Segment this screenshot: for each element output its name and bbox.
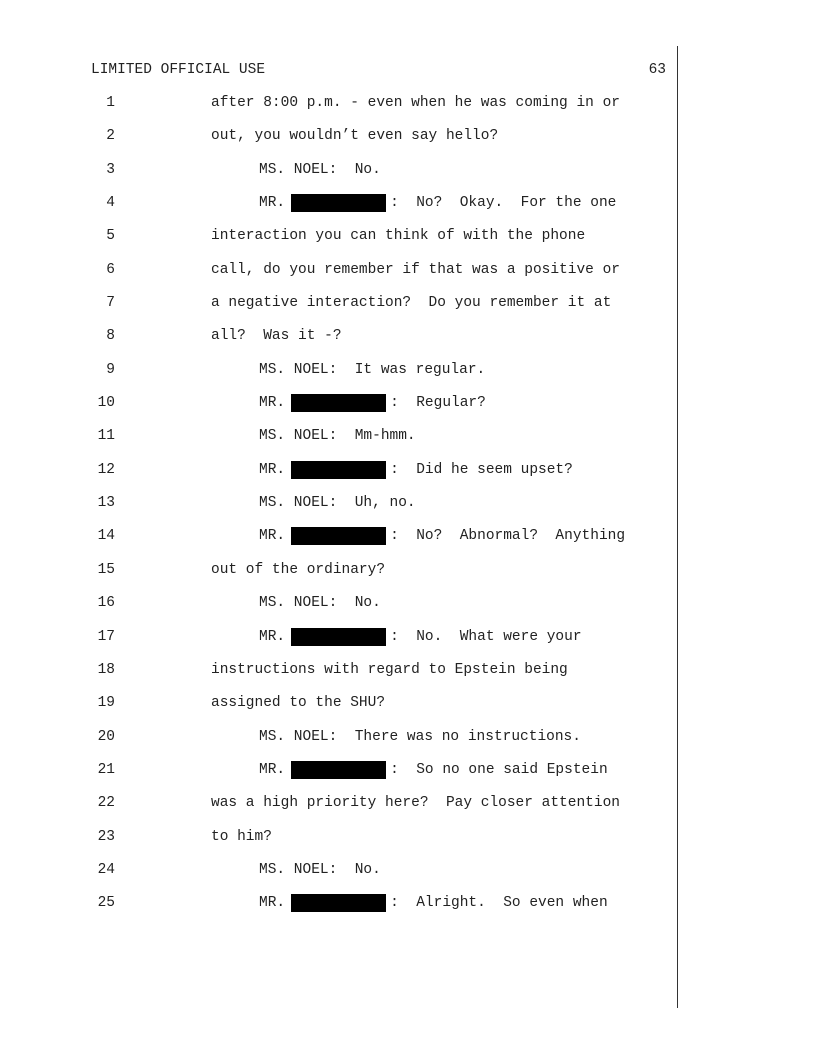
line-text-main: MS. NOEL: No. [259,595,381,612]
line-text-main: MR. [259,461,286,478]
line-text-main: MS. NOEL: No. [259,861,381,878]
line-text [259,861,381,879]
line-number: 10 [97,395,115,412]
redacted-name-block [291,628,386,646]
line-number: 4 [106,195,115,212]
line-number: 1 [106,95,115,111]
line-number: 9 [106,361,115,378]
line-text [259,194,616,212]
line-text [211,127,498,145]
line-number: 19 [97,695,115,712]
line-number: 13 [97,495,115,512]
line-text-main: after 8:00 p.m. - even when he was coming in or [211,95,620,111]
line-number: 20 [97,728,115,745]
line-text-after-redaction: : No? Okay. For the one [390,195,617,212]
line-text-main: MR. [259,528,286,545]
line-text [211,561,385,579]
line-number: 23 [97,828,115,845]
line-text [259,594,381,612]
transcript-line [0,127,676,160]
transcript-line [0,394,676,427]
line-text-main: call, do you remember if that was a positive or [211,261,620,278]
transcript-line [0,661,676,694]
line-text [211,794,620,812]
line-text-after-redaction: : So no one said Epstein [390,761,608,778]
redacted-name-block [291,461,386,479]
line-number: 15 [97,561,115,578]
line-text [211,294,611,312]
redacted-name-block [291,527,386,545]
transcript-line [0,194,676,227]
line-text-after-redaction: : Did he seem upset? [390,461,573,478]
line-number: 6 [106,261,115,278]
line-text [211,327,342,345]
transcript-line [0,361,676,394]
line-text-main: out, you wouldn’t even say hello? [211,128,499,145]
line-text [211,94,620,112]
line-text-main: MS. NOEL: It was regular. [259,361,486,378]
line-text-main: MS. NOEL: There was no instructions. [259,728,581,745]
page-number: 63 [648,62,666,78]
transcript-line [0,761,676,794]
line-text-main: to him? [211,828,272,845]
line-text-main: MR. [259,761,286,778]
line-text [259,161,381,179]
line-text-main: MS. NOEL: No. [259,161,381,178]
line-text-main: was a high priority here? Pay closer attention [211,795,620,812]
line-text [259,494,416,512]
line-number: 14 [97,528,115,545]
line-text-main: MS. NOEL: Mm-hmm. [259,428,416,445]
right-margin-rule [677,46,678,1008]
transcript-line [0,94,676,127]
line-text [259,461,573,479]
line-text-main: a negative interaction? Do you remember it at [211,295,612,312]
line-text [259,761,608,779]
transcript-line [0,327,676,360]
line-number: 2 [106,128,115,145]
line-text [211,828,272,846]
line-text-main: MS. NOEL: Uh, no. [259,495,416,512]
line-text [259,361,485,379]
redacted-name-block [291,394,386,412]
transcript-line [0,427,676,460]
line-number: 3 [106,161,115,178]
line-text [211,261,620,279]
transcript-line [0,494,676,527]
redacted-name-block [291,761,386,779]
line-text-after-redaction: : No? Abnormal? Anything [390,528,626,545]
line-number: 21 [97,761,115,778]
transcript-line [0,894,676,927]
line-text [259,394,486,412]
transcript-line [0,461,676,494]
transcript-line [0,527,676,560]
transcript-line [0,594,676,627]
line-text-main: all? Was it -? [211,328,342,345]
classification-header: LIMITED OFFICIAL USE [91,62,266,78]
line-text [259,728,581,746]
line-text-main: interaction you can think of with the phone [211,228,586,245]
line-text [259,628,582,646]
transcript-line [0,794,676,827]
line-number: 7 [106,295,115,312]
line-text-after-redaction: : Alright. So even when [390,895,608,912]
line-number: 8 [106,328,115,345]
line-text [259,427,416,445]
line-text-after-redaction: : Regular? [390,395,486,412]
line-text-after-redaction: : No. What were your [390,628,582,645]
redacted-name-block [291,894,386,912]
line-text [211,694,385,712]
line-number: 25 [97,895,115,912]
line-text-main: MR. [259,628,286,645]
line-text [259,527,625,545]
line-text-main: out of the ordinary? [211,561,386,578]
line-number: 11 [97,428,115,445]
line-number: 24 [97,861,115,878]
line-text-main: instructions with regard to Epstein being [211,661,568,678]
line-number: 18 [97,661,115,678]
line-text-main: assigned to the SHU? [211,695,386,712]
line-text-main: MR. [259,395,286,412]
line-text-main: MR. [259,195,286,212]
transcript-line [0,227,676,260]
line-number: 16 [97,595,115,612]
transcript-line [0,294,676,327]
line-number: 22 [97,795,115,812]
redacted-name-block [291,194,386,212]
line-number: 5 [106,228,115,245]
line-text [259,894,608,912]
line-text [211,227,585,245]
line-text [211,661,568,679]
transcript-line [0,694,676,727]
transcript-line [0,561,676,594]
transcript-line [0,828,676,861]
transcript-line [0,728,676,761]
line-number: 17 [97,628,115,645]
transcript-line [0,261,676,294]
transcript-line [0,628,676,661]
transcript-line [0,861,676,894]
line-text-main: MR. [259,895,286,912]
transcript-lines [0,94,676,928]
transcript-line [0,161,676,194]
line-number: 12 [97,461,115,478]
